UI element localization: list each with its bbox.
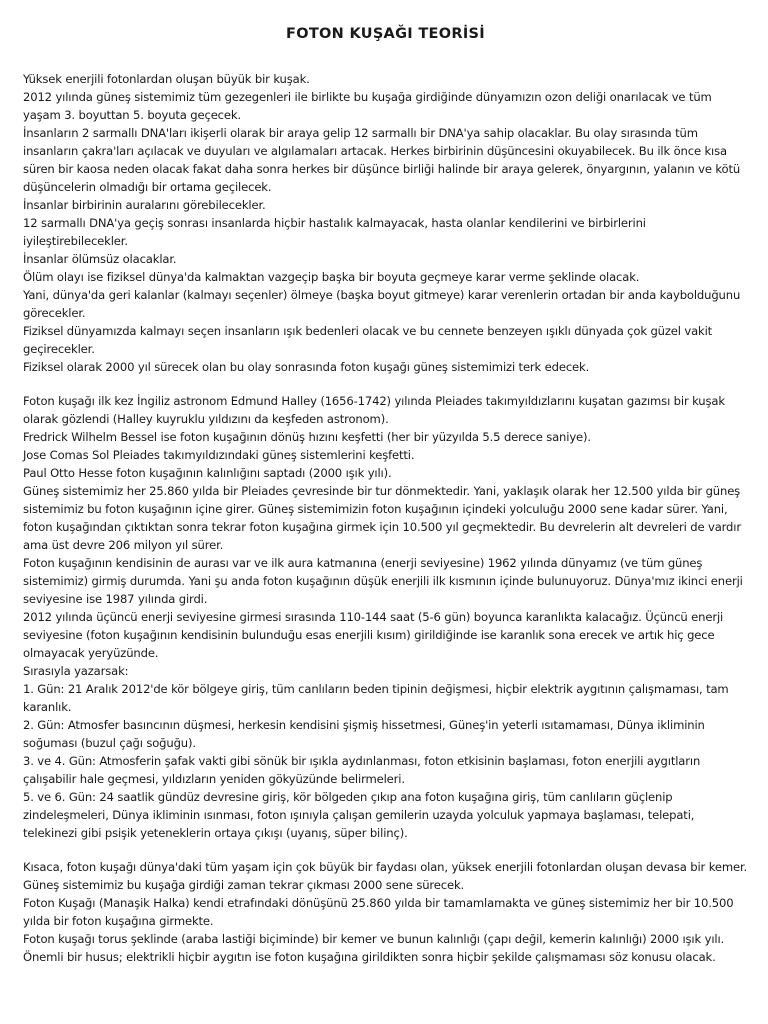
paragraph-line: Kısaca, foton kuşağı dünya'daki tüm yaşam için çok büyük bir faydası olan, yüksek enerjili fotonlardan oluşan devasa bir kemer. <box>23 860 748 874</box>
paragraph-line: Fiziksel dünyamızda kalmayı seçen insanların ışık bedenleri olacak ve bu cennete benzeyen ışıklı dünyada çok güzel vakit geçirecekler. <box>23 324 713 356</box>
paragraph-spacer <box>23 376 748 392</box>
paragraph-line: 12 sarmallı DNA'ya geçiş sonrası insanlarda hiçbir hastalık kalmayacak, hasta olanlar kendilerini ve birbirlerini iyileştirebilecekler. <box>23 216 646 248</box>
paragraph-line: Fiziksel olarak 2000 yıl sürecek olan bu olay sonrasında foton kuşağı güneş sistemimizi terk edecek. <box>23 360 590 374</box>
list-item: 5. ve 6. Gün: 24 saatlik gündüz devresine giriş, kör bölgeden çıkıp ana foton kuşağına giriş, tüm canlıların güçlenip zindeleşmeleri, Dünya ikliminin ısınması, foton ışınıyla çalışan gemilerin uzayda yolculuk yapmaya başlaması, telepati, telekinezi gibi psişik yeteneklerin ortaya çıkışı (uyanış, süper bilinç). <box>23 790 695 840</box>
paragraph-line: Yani, dünya'da geri kalanlar (kalmayı seçenler) ölmeye (başka boyut gitmeye) karar verenlerin ortadan bir anda kaybolduğunu görecekler. <box>23 288 741 320</box>
list-item: 1. Gün: 21 Aralık 2012'de kör bölgeye giriş, tüm canlıların beden tipinin değişmesi, hiçbir elektrik aygıtının çalışmaması, tam karanlık. <box>23 682 729 714</box>
paragraph-line: Yüksek enerjili fotonlardan oluşan büyük bir kuşak. <box>23 72 310 86</box>
section-intro <box>23 70 748 376</box>
paragraph-line: İnsanlar birbirinin auralarını görebilecekler. <box>23 198 266 212</box>
paragraph-line: 2012 yılında güneş sistemimiz tüm gezegenleri ile birlikte bu kuşağa girdiğinde dünyamızın ozon deliği onarılacak ve tüm yaşam 3. boyuttan 5. boyuta geçecek. <box>23 90 712 122</box>
paragraph-line: Güneş sistemimiz her 25.860 yılda bir Pleiades çevresinde bir tur dönmektedir. Yani, yaklaşık olarak her 12.500 yılda bir güneş sistemimiz bu foton kuşağının içine girer. Güneş sistemimizin foton kuşağının içindeki yolculuğu 2000 sene kadar sürer. Yani, foton kuşağından çıktıktan sonra tekrar foton kuşağına girmek için 10.500 yıl geçmektedir. Bu devrelerin alt devreleri de vardır ama üst devre 206 milyon yıl sürer. <box>23 484 741 552</box>
paragraph-line: İnsanların 2 sarmallı DNA'ları ikişerli olarak bir araya gelip 12 sarmallı bir DNA'ya sahip olacaklar. Bu olay sırasında tüm insanların çakra'ları açılacak ve duyuları ve algılamaları artacak. Herkes birbirinin düşüncesini okuyabilecek. Bu ilk önce kısa süren bir kaosa neden olacak fakat daha sonra herkes bir düşünce birliği halinde bir araya gelerek, önyargının, yalanın ve kötü düşüncelerin olmadığı bir ortama geçilecek. <box>23 126 741 194</box>
paragraph-spacer <box>23 842 748 858</box>
paragraph-line: Foton kuşağı torus şeklinde (araba lastiği biçiminde) bir kemer ve bunun kalınlığı (çapı değil, kemerin kalınlığı) 2000 ışık yılı. <box>23 932 725 946</box>
section-history <box>23 392 748 842</box>
paragraph-line: Paul Otto Hesse foton kuşağının kalınlığını saptadı (2000 ışık yılı). <box>23 466 392 480</box>
list-item: 2. Gün: Atmosfer basıncının düşmesi, herkesin kendisini şişmiş hissetmesi, Güneş'in yeterli ısıtamaması, Dünya ikliminin soğuması (buzul çağı soğuğu). <box>23 718 705 750</box>
paragraph-line: 2012 yılında üçüncü enerji seviyesine girmesi sırasında 110-144 saat (5-6 gün) boyunca karanlıkta kalacağız. Üçüncü enerji seviyesine (foton kuşağının kendisinin bulunduğu esas enerjili kısım) girildiğinde ise karanlık sona erecek ve artık hiç gece olmayacak yeryüzünde. <box>23 610 724 660</box>
paragraph-line: Sırasıyla yazarsak: <box>23 664 129 678</box>
paragraph-line: Ölüm olayı ise fiziksel dünya'da kalmaktan vazgeçip başka bir boyuta geçmeye karar verme şeklinde olacak. <box>23 270 640 284</box>
paragraph-line: İnsanlar ölümsüz olacaklar. <box>23 252 177 266</box>
paragraph-line: Fredrick Wilhelm Bessel ise foton kuşağının dönüş hızını keşfetti (her bir yüzyılda 5.5 derece saniye). <box>23 430 591 444</box>
document-title: FOTON KUŞAĞI TEORİSİ <box>286 26 485 42</box>
paragraph-line: Güneş sistemimiz bu kuşağa girdiği zaman tekrar çıkması 2000 sene sürecek. <box>23 878 465 892</box>
paragraph-line: Önemli bir husus; elektrikli hiçbir aygıtın ise foton kuşağına girildikten sonra hiçbir şekilde çalışmaması söz konusu olacak. <box>23 950 716 964</box>
section-summary <box>23 858 748 966</box>
list-item: 3. ve 4. Gün: Atmosferin şafak vakti gibi sönük bir ışıkla aydınlanması, foton etkisinin başlaması, foton enerjili aygıtların çalışabilir hale geçmesi, yıldızların yeniden gökyüzünde belirmeleri. <box>23 754 701 786</box>
paragraph-line: Foton kuşağının kendisinin de aurası var ve ilk aura katmanına (enerji seviyesine) 1962 yılında dünyamız (ve tüm güneş sistemimiz) girmiş durumda. Yani şu anda foton kuşağının düşük enerjili ilk kısmının içinde bulunuyoruz. Dünya'mız ikinci enerji seviyesine ise 1987 yılında girdi. <box>23 556 743 606</box>
paragraph-line: Foton Kuşağı (Manaşik Halka) kendi etrafındaki dönüşünü 25.860 yılda bir tamamlamakta ve güneş sistemimiz her bir 10.500 yılda bir foton kuşağına girmekte. <box>23 896 734 928</box>
paragraph-line: Jose Comas Sol Pleiades takımyıldızındaki güneş sistemlerini keşfetti. <box>23 448 415 462</box>
paragraph-line: Foton kuşağı ilk kez İngiliz astronom Edmund Halley (1656-1742) yılında Pleiades takımyıldızlarını kuşatan gazımsı bir kuşak olarak gözlendi (Halley kuyruklu yıldızını da keşfeden astronom). <box>23 394 725 426</box>
